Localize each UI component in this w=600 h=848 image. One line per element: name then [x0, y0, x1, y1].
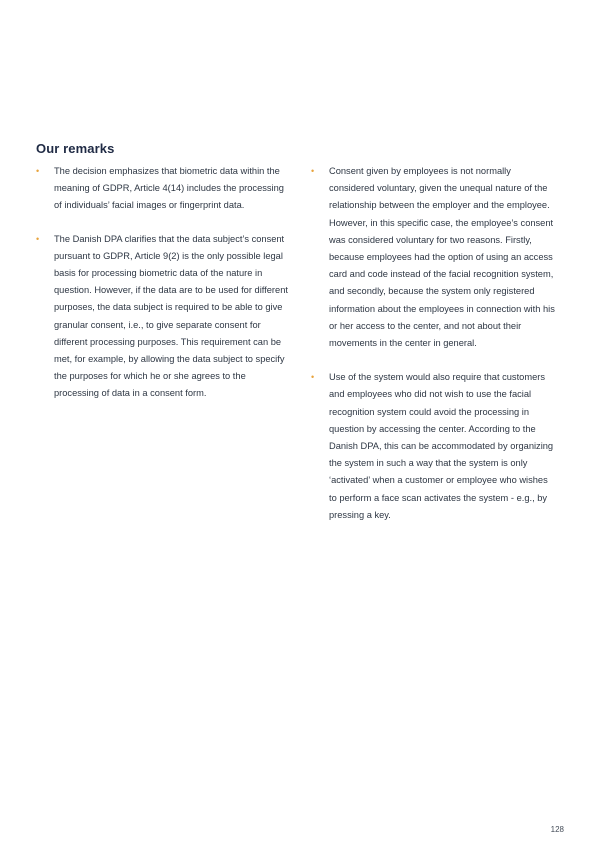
section-heading: Our remarks: [36, 141, 115, 156]
bullet-icon: •: [311, 372, 315, 383]
bullet-icon: •: [36, 233, 40, 244]
list-item-text: The decision emphasizes that biometric data within the meaning of GDPR, Article 4(14) includes the processing of individuals’ facial images or fingerprint data.: [54, 166, 284, 211]
list-item-text: The Danish DPA clarifies that the data subject’s consent pursuant to GDPR, Article 9(2) is the only possible legal basis for processing biometric data of the nature in question. However, if the data are to be used for different purposes, the data subject is required to be able to give granular consent, i.e., to give separate consent for different processing purposes. This requirement can be met, for example, by allowing the data subject to specify the purposes for which he or she agrees to the processing of data in a consent form.: [54, 233, 288, 399]
list-item-text: Consent given by employees is not normally considered voluntary, given the unequal nature of the relationship between the employer and the employee. However, in this specific case, the employee’s consent was considered voluntary for two reasons. Firstly, because employees had the option of using an access card and code instead of the facial recognition system, and secondly, because the system only registered information about the employees in connection with his or her access to the center, and not about their movements in the center in general.: [329, 166, 555, 349]
list-item-text: Use of the system would also require that customers and employees who did not wish to use the facial recognition system could avoid the processing in question by accessing the center. According to the Danish DPA, this can be accommodated by organizing the system in such a way that the system is only ‘activated’ when a customer or employee who wishes to perform a face scan activates the system - e.g., by pressing a key.: [329, 372, 554, 520]
page-number: 128: [550, 825, 564, 834]
bullet-icon: •: [311, 166, 315, 176]
list-item: [36, 231, 291, 403]
list-item: [311, 369, 557, 524]
bullet-icon: •: [36, 166, 40, 176]
list-item: [36, 163, 291, 215]
left-column-list: [36, 163, 291, 403]
list-item: [311, 163, 557, 352]
right-column-list: [311, 163, 557, 524]
